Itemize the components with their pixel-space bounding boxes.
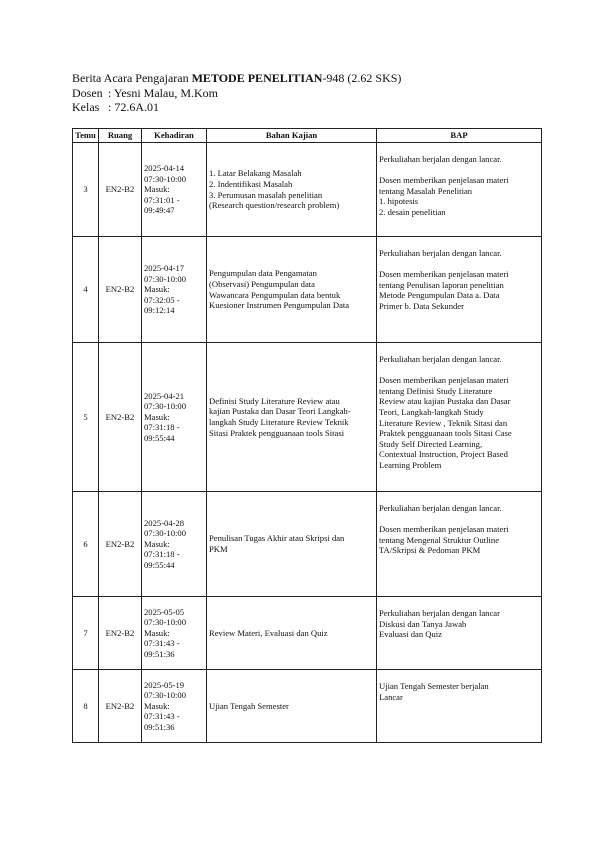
- cell-bap-line: Dosen memberikan penjelasan materi: [379, 524, 509, 535]
- cell-bahan-kajian-line: Sitasi Praktek pengguanaan tools Sitasi: [209, 427, 345, 438]
- table-row: [73, 143, 542, 237]
- cell-kehadiran-line: 2025-04-28: [144, 517, 185, 528]
- cell-bap-line: Dosen memberikan penjelasan materi: [379, 375, 509, 386]
- cell-kehadiran-line: 07:30-10:00: [144, 173, 187, 184]
- course-name: METODE PENELITIAN: [191, 71, 323, 85]
- cell-temu: 7: [73, 597, 99, 670]
- cell-kehadiran: [142, 143, 207, 237]
- cell-bap-line: [379, 365, 539, 376]
- cell-kehadiran-line: 2025-05-19: [144, 679, 185, 690]
- cell-bap-line: Perkuliahan berjalan dengan lancar: [379, 608, 500, 618]
- document-title: [72, 71, 401, 86]
- cell-bahan-kajian-line: (Observasi) Pengumpulan data: [209, 278, 315, 289]
- title-prefix: Berita Acara Pengajaran: [72, 71, 192, 85]
- header-bap: BAP: [377, 129, 542, 143]
- cell-bap-line: Dosen memberikan penjelasan materi: [379, 175, 509, 186]
- cell-bap: [377, 237, 542, 343]
- cell-kehadiran: [142, 237, 207, 343]
- dosen-value: : Yesni Malau, M.Kom: [108, 85, 219, 100]
- cell-bahan-kajian-line: Ujian Tengah Semester: [209, 700, 289, 711]
- cell-kehadiran: [142, 343, 207, 492]
- cell-bahan-kajian: [207, 492, 377, 597]
- cell-bahan-kajian: [207, 143, 377, 237]
- cell-bahan-kajian-line: Wawancara Pengumpulan data bentuk: [209, 289, 341, 300]
- header-ruang: Ruang: [99, 129, 142, 143]
- cell-kehadiran: [142, 670, 207, 743]
- cell-kehadiran-line: 09:12:14: [144, 305, 175, 316]
- table-row: [73, 237, 542, 343]
- cell-bap-line: Literature Review , Teknik Sitasi dan: [379, 417, 508, 428]
- kelas-row: [72, 100, 401, 115]
- kelas-label: Kelas: [72, 100, 100, 114]
- cell-bap-line: Study Self Directed Learning,: [379, 438, 483, 449]
- document-header: [72, 71, 401, 115]
- dosen-label: Dosen: [72, 85, 103, 100]
- cell-ruang: EN2-B2: [99, 597, 142, 670]
- cell-bap: [377, 343, 542, 492]
- cell-bahan-kajian-line: 1. Latar Belakang Masalah: [209, 168, 302, 179]
- cell-kehadiran-line: 09:55:44: [144, 432, 175, 443]
- cell-bap: [377, 492, 542, 597]
- cell-bap-line: Metode Pengumpulan Data a. Data: [379, 290, 500, 301]
- table-row: [73, 492, 542, 597]
- kelas-value: : 72.6A.01: [108, 100, 159, 114]
- cell-bahan-kajian-line: Penulisan Tugas Akhir atau Skripsi dan: [209, 533, 345, 544]
- header-kehadiran: Kehadiran: [142, 129, 207, 143]
- header-bahan-kajian: Bahan Kajian: [207, 129, 377, 143]
- table-row: [73, 597, 542, 670]
- cell-bap-line: Learning Problem: [379, 459, 442, 470]
- cell-bahan-kajian-line: 3. Perumusan masalah penelitian: [209, 189, 323, 200]
- cell-bahan-kajian-line: langkah Study Literature Review Teknik: [209, 417, 349, 427]
- cell-bahan-kajian: [207, 237, 377, 343]
- cell-bap-line: Perkuliahan berjalan dengan lancar.: [379, 354, 502, 364]
- cell-bap-line: 2. desain penelitian: [379, 206, 446, 217]
- cell-bahan-kajian-line: Definisi Study Literature Review atau: [209, 395, 340, 406]
- cell-bap-line: 1. hipotesis: [379, 196, 419, 207]
- cell-kehadiran-line: 07:31:43 -: [144, 711, 180, 722]
- cell-kehadiran-line: 07:31:18 -: [144, 549, 180, 560]
- cell-bap-line: Lancar: [379, 691, 403, 702]
- cell-bap-line: Perkuliahan berjalan dengan lancar.: [379, 248, 502, 258]
- title-suffix: -948 (2.62 SKS): [322, 71, 402, 85]
- cell-bap-line: tentang Mengenal Struktur Outline: [379, 534, 500, 545]
- cell-bap: [377, 143, 542, 237]
- cell-ruang: EN2-B2: [99, 492, 142, 597]
- cell-bap-line: Ujian Tengah Semester berjalan: [379, 681, 489, 691]
- cell-kehadiran-line: 2025-05-05: [144, 606, 185, 617]
- cell-bahan-kajian: [207, 343, 377, 492]
- cell-kehadiran-line: 07:30-10:00: [144, 690, 187, 701]
- cell-bap-line: Contextual Instruction, Project Based: [379, 449, 508, 460]
- cell-kehadiran-line: Masuk:: [144, 284, 170, 295]
- cell-bap-line: Review atau kajian Pustaka dan Dasar: [379, 396, 511, 407]
- cell-kehadiran-line: 07:32:05 -: [144, 294, 180, 305]
- cell-bap-line: TA/Skripsi & Pedoman PKM: [379, 545, 481, 556]
- cell-bap-line: Praktek pengguanaan tools Sitasi Case: [379, 428, 512, 439]
- cell-bap-line: Evaluasi dan Quiz: [379, 629, 443, 640]
- cell-temu: 8: [73, 670, 99, 743]
- cell-ruang: EN2-B2: [99, 670, 142, 743]
- cell-kehadiran-line: Masuk:: [144, 700, 170, 711]
- cell-kehadiran-line: 07:30-10:00: [144, 528, 187, 539]
- cell-bahan-kajian: [207, 670, 377, 743]
- cell-kehadiran-line: 09:55:44: [144, 559, 175, 570]
- cell-bap-line: Teori, Langkah-langkah Study: [379, 406, 484, 417]
- cell-bap-line: [379, 514, 539, 525]
- cell-bahan-kajian-line: kajian Pustaka dan Dasar Teori Langkah-: [209, 406, 351, 417]
- cell-bahan-kajian-line: 2. Indentifikasi Masalah: [209, 178, 293, 189]
- cell-kehadiran-line: 2025-04-21: [144, 390, 185, 401]
- cell-kehadiran-line: 07:31:18 -: [144, 422, 180, 433]
- cell-kehadiran-line: 07:31:43 -: [144, 638, 180, 649]
- cell-bahan-kajian-line: (Research question/research problem): [209, 200, 340, 211]
- cell-kehadiran-line: 07:30-10:00: [144, 617, 187, 628]
- cell-bahan-kajian: [207, 597, 377, 670]
- cell-bahan-kajian-line: Kuesioner Instrumen Pengumpulan Data: [209, 300, 350, 311]
- cell-bap-line: Perkuliahan berjalan dengan lancar.: [379, 503, 502, 513]
- cell-bap-line: tentang Penulisan laporan penelitian: [379, 279, 504, 290]
- cell-kehadiran-line: 09:51:36: [144, 648, 175, 659]
- cell-bap-line: Dosen memberikan penjelasan materi: [379, 269, 509, 280]
- cell-temu: 3: [73, 143, 99, 237]
- cell-kehadiran-line: Masuk:: [144, 627, 170, 638]
- cell-bahan-kajian-line: PKM: [209, 544, 228, 554]
- cell-kehadiran-line: Masuk:: [144, 538, 170, 549]
- cell-kehadiran: [142, 492, 207, 597]
- cell-bap-line: Diskusi dan Tanya Jawab: [379, 618, 467, 629]
- bap-table: [72, 128, 542, 743]
- cell-temu: 5: [73, 343, 99, 492]
- cell-bap-line: tentang Definisi Study Literature: [379, 385, 493, 396]
- cell-temu: 6: [73, 492, 99, 597]
- cell-ruang: EN2-B2: [99, 343, 142, 492]
- cell-kehadiran-line: 09:49:47: [144, 205, 175, 216]
- cell-kehadiran-line: 2025-04-14: [144, 163, 185, 174]
- cell-bahan-kajian-line: Review Materi, Evaluasi dan Quiz: [209, 627, 328, 638]
- header-temu: Temu: [73, 129, 99, 143]
- table-row: [73, 343, 542, 492]
- cell-bap-line: [379, 165, 539, 176]
- cell-bap-line: Primer b. Data Sekunder: [379, 300, 464, 311]
- cell-bahan-kajian-line: Pengumpulan data Pengamatan: [209, 268, 317, 279]
- cell-kehadiran-line: 07:30-10:00: [144, 273, 187, 284]
- cell-bap-line: [379, 259, 539, 270]
- cell-kehadiran-line: 07:30-10:00: [144, 401, 187, 412]
- cell-bap: [377, 670, 542, 743]
- cell-kehadiran-line: 07:31:01 -: [144, 194, 180, 205]
- cell-bap-line: tentang Masalah Penelitian: [379, 185, 473, 196]
- cell-kehadiran: [142, 597, 207, 670]
- cell-ruang: EN2-B2: [99, 237, 142, 343]
- cell-kehadiran-line: 09:51:36: [144, 721, 175, 732]
- table-header-row: [73, 129, 542, 143]
- cell-bap: [377, 597, 542, 670]
- table-row: [73, 670, 542, 743]
- cell-kehadiran-line: 2025-04-17: [144, 263, 185, 274]
- cell-temu: 4: [73, 237, 99, 343]
- cell-kehadiran-line: Masuk:: [144, 411, 170, 422]
- cell-bap-line: Perkuliahan berjalan dengan lancar.: [379, 154, 502, 164]
- cell-ruang: EN2-B2: [99, 143, 142, 237]
- dosen-row: [72, 86, 401, 101]
- cell-kehadiran-line: Masuk:: [144, 184, 170, 195]
